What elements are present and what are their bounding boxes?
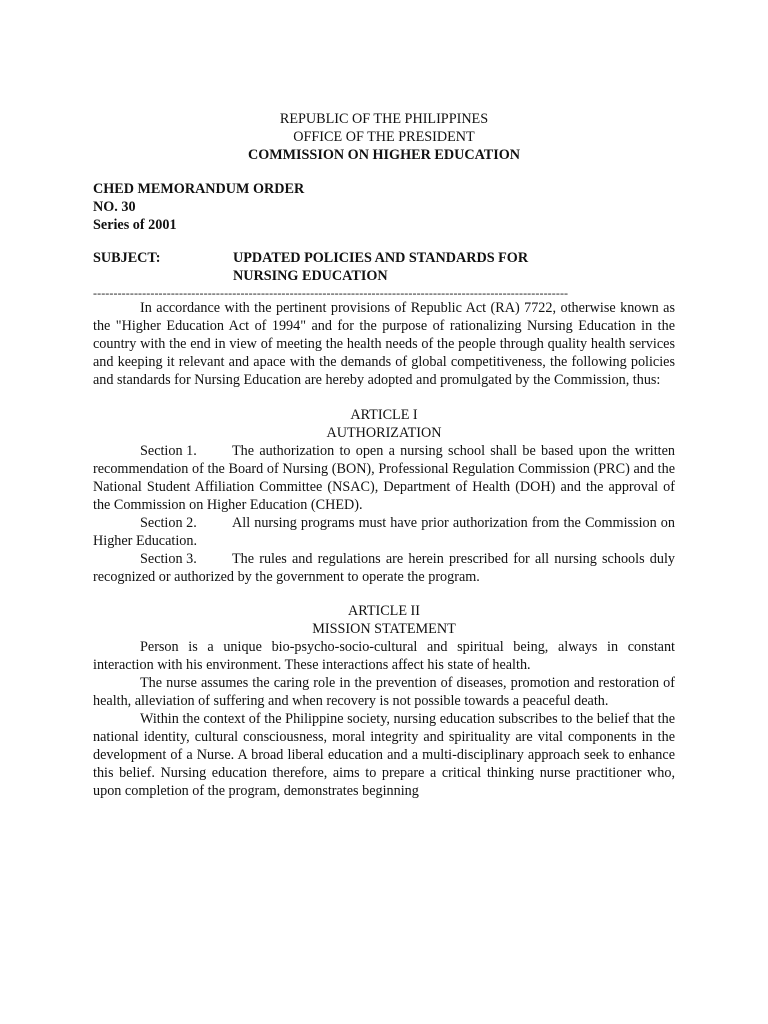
section-1: [93, 442, 675, 514]
section-3-text: The rules and regulations are herein prescribed for all nursing schools duly recognized or authorized by the government to operate the program.: [93, 551, 675, 585]
section-3-label: Section 3.: [140, 551, 197, 567]
intro-paragraph: In accordance with the pertinent provisions of Republic Act (RA) 7722, otherwise known as the "Higher Education Act of 1994" and for the purpose of rationalizing Nursing Education in the country with the end in view of meeting the health needs of the people through quality health services and keeping it relevant and apace with the demands of global competitiveness, the following policies and standards for Nursing Education are hereby adopted and promulgated by the Commission, thus:: [93, 300, 675, 388]
mission-paragraph-3: Within the context of the Philippine society, nursing education subscribes to the belief that the national identity, cultural consciousness, moral integrity and spirituality are vital components in the development of a Nurse. A broad liberal education and a multi-disciplinary approach seek to enhance this belief. Nursing education therefore, aims to prepare a critical thinking nurse practitioner who, upon completion of the program, demonstrates beginning: [93, 711, 675, 799]
subject-row: [93, 249, 675, 285]
section-2-label: Section 2.: [140, 515, 197, 531]
article-2-title: MISSION STATEMENT: [312, 621, 456, 637]
header-republic: REPUBLIC OF THE PHILIPPINES: [279, 111, 489, 127]
subject-text: [233, 249, 528, 285]
article-1-heading: [93, 406, 675, 442]
article-2-number: ARTICLE II: [347, 603, 421, 619]
section-2-text: All nursing programs must have prior authorization from the Commission on Higher Education.: [93, 515, 675, 549]
header-commission: COMMISSION ON HIGHER EDUCATION: [247, 147, 521, 163]
separator-line: --------------------------------------------------------------------------------------------------------------------: [93, 287, 569, 299]
section-1-text: The authorization to open a nursing school shall be based upon the written recommendation of the Board of Nursing (BON), Professional Regulation Commission (PRC) and the National Student Affiliation Committee (NSAC), Department of Health (DOH) and the approval of the Commission on Higher Education (CHED).: [93, 443, 675, 513]
article-1-title: AUTHORIZATION: [326, 425, 442, 441]
mission-paragraph-2: The nurse assumes the caring role in the prevention of diseases, promotion and restoration of health, alleviation of suffering and when recovery is not possible towards a peaceful death.: [93, 675, 675, 709]
mission-paragraph-1: Person is a unique bio-psycho-socio-cultural and spiritual being, always in constant interaction with his environment. These interactions affect his state of health.: [93, 639, 675, 673]
document-page: [93, 110, 675, 800]
memo-block: [93, 180, 675, 234]
subject-line-2: NURSING EDUCATION: [233, 268, 388, 284]
section-1-label: Section 1.: [140, 443, 197, 459]
memo-title: CHED MEMORANDUM ORDER: [93, 181, 305, 197]
memo-number: NO. 30: [93, 199, 136, 215]
article-2-heading: [93, 602, 675, 638]
header-office: OFFICE OF THE PRESIDENT: [293, 129, 475, 145]
document-header: [93, 110, 675, 164]
subject-line-1: UPDATED POLICIES AND STANDARDS FOR: [233, 250, 529, 266]
subject-label: SUBJECT:: [93, 250, 161, 266]
section-2: [93, 514, 675, 550]
section-3: [93, 550, 675, 586]
article-1-number: ARTICLE I: [350, 407, 418, 423]
memo-series: Series of 2001: [93, 217, 177, 233]
